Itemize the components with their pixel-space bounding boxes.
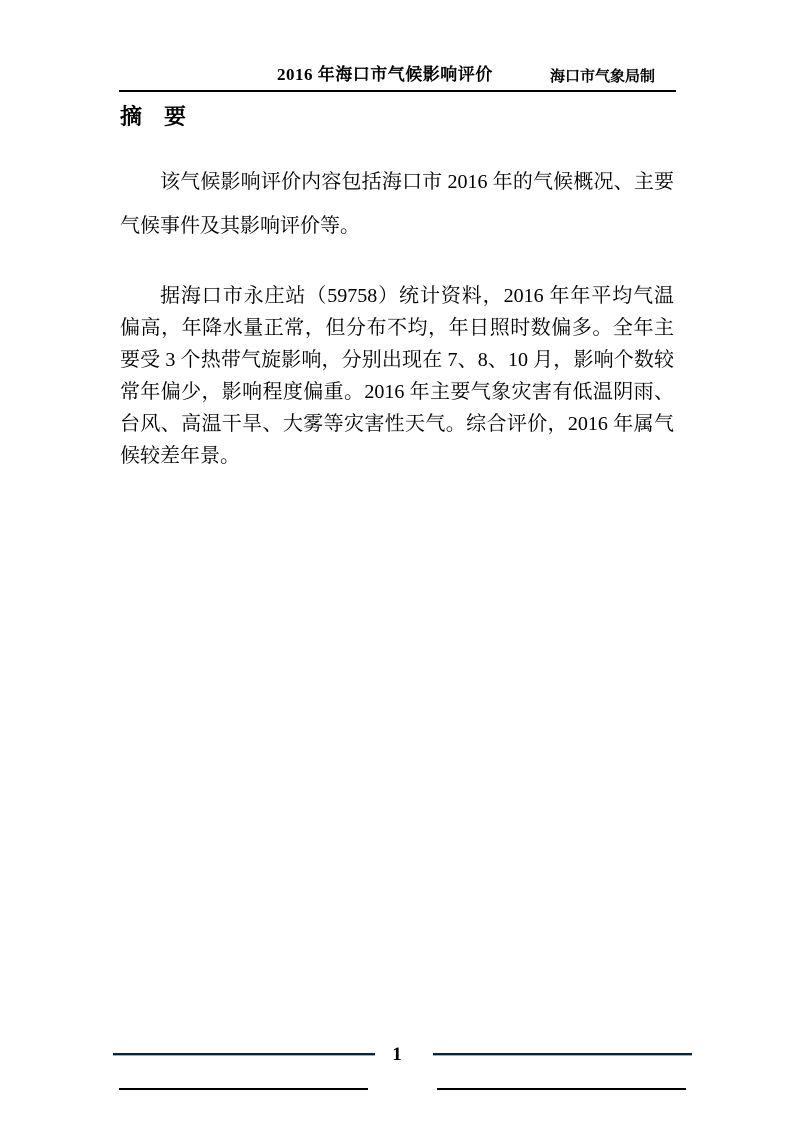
header-rule xyxy=(119,90,676,92)
footer-rule-bottom-left xyxy=(119,1088,368,1090)
paragraph-summary: 据海口市永庄站（59758）统计资料，2016 年年平均气温偏高，年降水量正常，但分布不均，年日照时数偏多。全年主要受 3 个热带气旋影响，分别出现在 7、8、10 月，影响个数较常年偏少，影响程度偏重。2016 年主要气象灾害有低温阴雨、台风、高温干旱、大雾等灾害性天气。综合评价，2016 年属气候较差年景。 xyxy=(120,285,674,467)
abstract-heading: 摘 要 xyxy=(120,104,187,129)
header-title: 2016 年海口市气候影响评价 xyxy=(277,65,493,84)
footer-rule-top-right xyxy=(433,1053,692,1056)
paragraph-overview: 该气候影响评价内容包括海口市 2016 年的气候概况、主要气候事件及其影响评价等。 xyxy=(120,171,674,237)
page-number: 1 xyxy=(392,1044,402,1065)
footer-rule-bottom-right xyxy=(437,1088,686,1090)
header-publisher: 海口市气象局制 xyxy=(550,69,656,85)
